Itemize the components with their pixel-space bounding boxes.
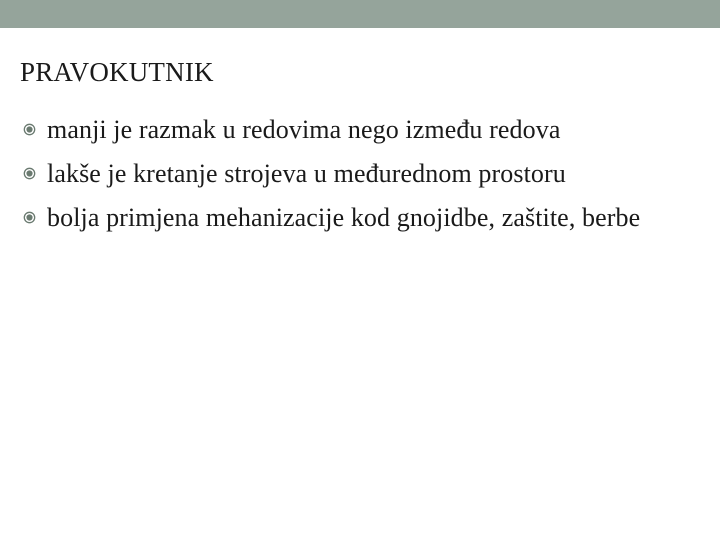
- circle-bullet-icon: [22, 122, 37, 137]
- bullet-text: bolja primjena mehanizacije kod gnojidbe, zaštite, berbe: [47, 203, 641, 232]
- bullet-item: [22, 152, 702, 196]
- bullet-list: [22, 108, 702, 240]
- slide-title: PRAVOKUTNIK: [20, 57, 214, 87]
- bullet-text: manji je razmak u redovima nego između redova: [47, 115, 561, 144]
- bullet-item: [22, 196, 702, 240]
- circle-bullet-icon: [22, 166, 37, 181]
- bullet-item: [22, 108, 702, 152]
- circle-bullet-icon: [22, 210, 37, 225]
- top-accent-bar: [0, 0, 720, 28]
- bullet-text: lakše je kretanje strojeva u međurednom prostoru: [47, 159, 566, 188]
